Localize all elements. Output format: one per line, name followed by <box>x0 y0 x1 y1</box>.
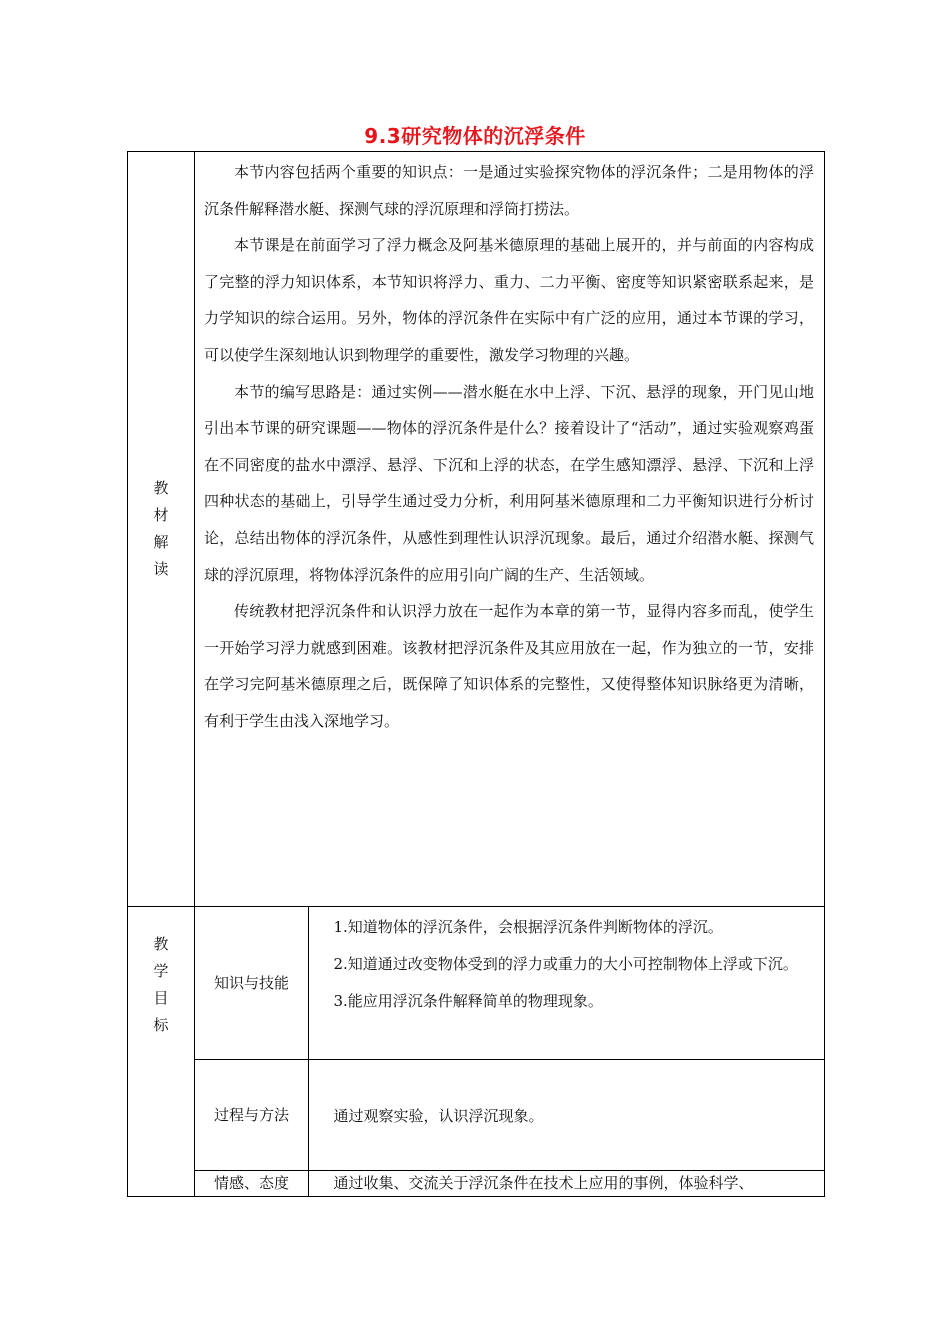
textbook-paragraph: 本节的编写思路是：通过实例——潜水艇在水中上浮、下沉、悬浮的现象，开门见山地引出本节课的研究课题——物体的浮沉条件是什么？接着设计了“活动”，通过实验观察鸡蛋在不同密度的盐水中漂浮、悬浮、下沉和上浮的状态，在学生感知漂浮、悬浮、下沉和上浮四种状态的基础上，引导学生通过受力分析，利用阿基米德原理和二力平衡知识进行分析讨论，总结出物体的浮沉条件，从感性到理性认识浮沉现象。最后，通过介绍潜水艇、探测气球的浮沉原理，将物体浮沉条件的应用引向广阔的生产、生活领域。 <box>204 382 814 584</box>
objectives-label-char: 学 <box>153 962 169 980</box>
objectives-label-char: 目 <box>153 989 169 1007</box>
textbook-label-char: 教 <box>153 479 169 497</box>
textbook-label-char: 读 <box>153 560 169 578</box>
objectives-label-char: 教 <box>153 935 169 953</box>
textbook-paragraph: 本节课是在前面学习了浮力概念及阿基米德原理的基础上展开的，并与前面的内容构成了完整的浮力知识体系，本节知识将浮力、重力、二力平衡、密度等知识紧密联系起来，是力学知识的综合运用。另外，物体的浮沉条件在实际中有广泛的应用，通过本节课的学习，可以使学生深刻地认识到物理学的重要性，激发学习物理的兴趣。 <box>204 236 814 364</box>
textbook-content-cell <box>195 152 825 907</box>
textbook-label-char: 解 <box>153 533 169 551</box>
emotion-content-cell <box>309 1171 825 1197</box>
lesson-table <box>127 151 825 1197</box>
textbook-label-cell <box>128 152 195 907</box>
knowledge-item: 1.知道物体的浮沉条件，会根据浮沉条件判断物体的浮沉。 <box>333 918 723 936</box>
objectives-label-char: 标 <box>153 1016 169 1034</box>
emotion-text: 通过收集、交流关于浮沉条件在技术上应用的事例，体验科学、 <box>333 1174 754 1192</box>
textbook-row <box>128 152 825 907</box>
page-title: 9.3研究物体的沉浮条件 <box>364 124 586 148</box>
textbook-paragraph: 传统教材把浮沉条件和认识浮力放在一起作为本章的第一节，显得内容多而乱，使学生一开始学习浮力就感到困难。该教材把浮沉条件及其应用放在一起，作为独立的一节，安排在学习完阿基米德原理之后，既保障了知识体系的完整性，又使得整体知识脉络更为清晰，有利于学生由浅入深地学习。 <box>204 602 814 730</box>
objectives-label-cell <box>128 907 195 1197</box>
process-content-cell <box>309 1060 825 1171</box>
knowledge-content-cell <box>309 907 825 1060</box>
knowledge-row <box>128 907 825 1060</box>
process-label: 过程与方法 <box>195 1060 309 1171</box>
process-text: 通过观察实验，认识浮沉现象。 <box>333 1106 544 1125</box>
knowledge-label: 知识与技能 <box>195 907 309 1060</box>
textbook-label-char: 材 <box>153 506 169 524</box>
process-row <box>128 1060 825 1171</box>
emotion-row <box>128 1171 825 1197</box>
emotion-label: 情感、态度 <box>195 1171 309 1197</box>
knowledge-item: 3.能应用浮沉条件解释简单的物理现象。 <box>333 992 603 1010</box>
knowledge-item: 2.知道通过改变物体受到的浮力或重力的大小可控制物体上浮或下沉。 <box>333 955 798 973</box>
textbook-paragraph: 本节内容包括两个重要的知识点：一是通过实验探究物体的浮沉条件；二是用物体的浮沉条件解释潜水艇、探测气球的浮沉原理和浮筒打捞法。 <box>204 163 814 218</box>
